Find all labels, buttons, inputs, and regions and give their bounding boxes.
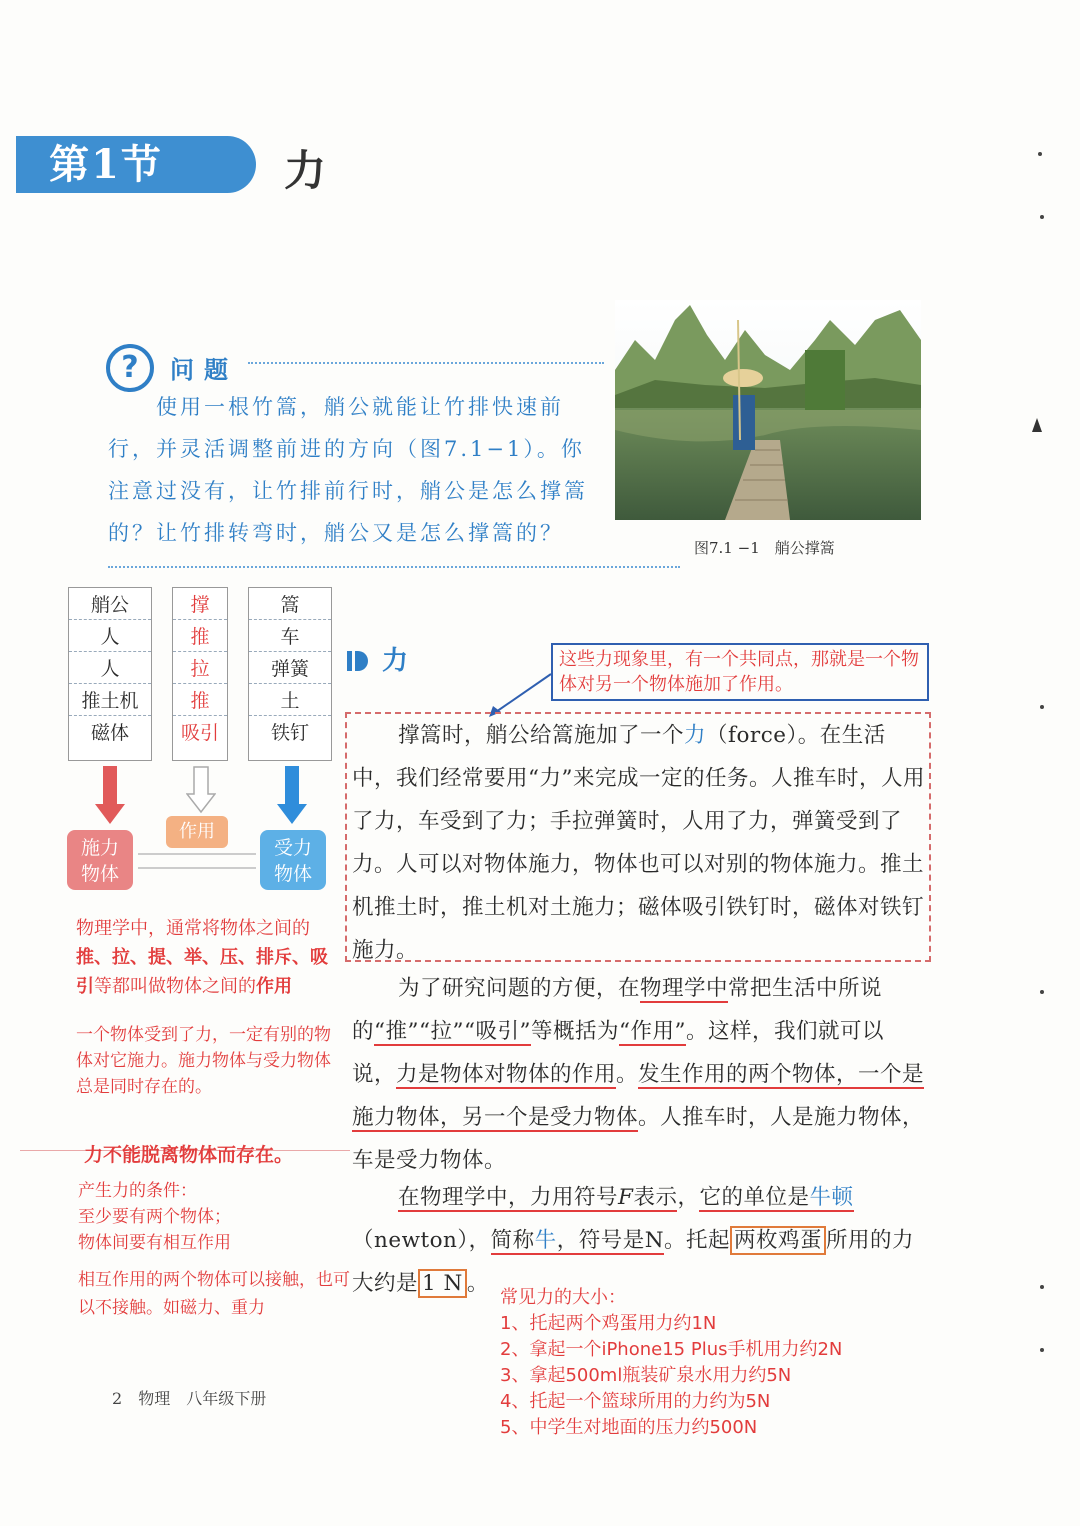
table-cell: 推 — [173, 684, 227, 716]
receiver-label: 受力 物体 — [273, 837, 312, 885]
underlined-text: 它的单位是 — [699, 1185, 810, 1210]
page-number: 2 — [112, 1389, 123, 1408]
list-item: 4、托起一个篮球所用的力约为5N — [500, 1391, 771, 1412]
common-forces-note — [500, 1285, 920, 1441]
underlined-text: 在物理学中，力用符号 — [398, 1185, 619, 1210]
paragraph-1 — [352, 714, 926, 972]
margin-dot — [1040, 215, 1044, 219]
text-run: （newton）， — [352, 1228, 491, 1253]
question-divider — [248, 362, 604, 364]
margin-dot — [1038, 152, 1042, 156]
note-bold: 作用 — [256, 976, 292, 997]
table-cell: 吸引 — [180, 722, 219, 744]
note-text: 物理学中，通常将物体之间的 — [76, 918, 310, 939]
action-box: 作用 — [166, 816, 228, 848]
table-cell: 车 — [249, 620, 331, 652]
question-icon: ? — [106, 344, 154, 392]
figure-caption: 图7.1 −1 艄公撑篙 — [694, 539, 835, 557]
text-run: 。 — [466, 1271, 489, 1296]
note-conditions: 产生力的条件： 至少要有两个物体； 物体间要有相互作用 — [78, 1181, 231, 1253]
note-contact: 相互作用的两个物体可以接触，也可以不接触。如磁力、重力 — [78, 1270, 350, 1318]
section-heading: 力 — [382, 646, 409, 676]
table-cell: 拉 — [173, 652, 227, 684]
receiver-object-box — [260, 830, 326, 890]
text-run: 等概括为 — [530, 1019, 619, 1044]
table-cell: 推土机 — [69, 684, 151, 716]
boxed-text: 1 N — [418, 1269, 467, 1298]
text-run: 所用的力大约是 — [352, 1228, 915, 1296]
table-cell: 铁钉 — [270, 722, 309, 744]
note-coexist: 一个物体受到了力，一定有别的物体对它施力。施力物体与受力物体总是同时存在的。 — [76, 1025, 331, 1097]
list-item: 3、拿起500ml瓶装矿泉水用力约5N — [500, 1365, 792, 1386]
question-heading: 问题 — [170, 356, 238, 384]
underlined-text: ，符号是N — [556, 1228, 665, 1253]
note-bold: 推、拉、提、举、压、排斥、吸引 — [76, 947, 328, 997]
table-cell: 推 — [173, 620, 227, 652]
page-title: 力 — [284, 146, 327, 195]
paragraph-2 — [352, 967, 926, 1182]
table-cell: 人 — [69, 620, 151, 652]
term-niu: 牛 — [534, 1228, 557, 1253]
footer-grade: 八年级下册 — [186, 1389, 267, 1408]
table-cell: 土 — [249, 684, 331, 716]
margin-dot — [1040, 1285, 1044, 1289]
page-footer — [112, 1386, 282, 1409]
table-col-action — [172, 587, 228, 761]
table-cell: 弹簧 — [249, 652, 331, 684]
term-newton: 牛顿 — [809, 1185, 854, 1210]
list-item: 2、拿起一个iPhone15 Plus手机用力约2N — [500, 1339, 843, 1360]
giver-label: 施力 物体 — [80, 837, 119, 885]
common-forces-title: 常见力的大小： — [500, 1287, 626, 1308]
table-col-receiver — [248, 587, 332, 761]
text-run: ， — [677, 1185, 700, 1210]
underlined-text: 力是物体对物体的作用 — [396, 1062, 617, 1087]
text-run: 。这样，我们就可以说， — [352, 1019, 884, 1087]
text-run: 撑篙时，艄公给篙施加了一个 — [398, 723, 685, 748]
arrow-down-blue-icon — [277, 766, 307, 826]
callout-note: 这些力现象里，有一个共同点，那就是一个物体对另一个物体施加了作用。 — [551, 643, 929, 701]
section-label: 第1节 — [49, 141, 163, 188]
underlined-text: “推”“拉”“吸引” — [374, 1019, 531, 1044]
list-item: 1、托起两个鸡蛋用力约1N — [500, 1313, 717, 1334]
margin-dot — [1040, 1348, 1044, 1352]
section-tab — [16, 136, 256, 193]
text-run: 为了研究问题的方便，在 — [398, 976, 641, 1001]
footer-subject: 物理 — [138, 1389, 171, 1408]
table-cell: 磁体 — [90, 722, 129, 744]
table-cell: 艄公 — [69, 588, 151, 620]
section-marker-icon — [347, 650, 369, 672]
giver-object-box — [67, 830, 133, 890]
underlined-text: 物理学中 — [640, 976, 729, 1001]
arrow-down-outline-icon — [186, 766, 216, 814]
action-link-arrow — [138, 853, 256, 869]
boatman-photo — [615, 300, 921, 520]
list-item: 5、中学生对地面的压力约500N — [500, 1417, 758, 1438]
question-bottom-divider — [108, 566, 680, 568]
text-run: 。人推车时，人是施力物体，车是受力物体。 — [352, 1105, 925, 1173]
table-col-giver — [68, 587, 152, 761]
text-run: （force）。在生活中，我们经常要用“力”来完成一定的任务。人推车时，人用了力，车受到了力；手拉弹簧时，人用了力，弹簧受到了力。人可以对物体施力，物体也可以对别的物体施力。推土机推土时，推土机对土施力；磁体吸引铁钉时，磁体对铁钉施力。 — [352, 723, 925, 963]
table-cell: 篙 — [249, 588, 331, 620]
note-key-point: 力不能脱离物体而存在。 — [84, 1144, 294, 1166]
table-cell: 撑 — [173, 588, 227, 620]
margin-mark — [1032, 418, 1042, 432]
margin-dot — [1040, 990, 1044, 994]
boxed-text: 两枚鸡蛋 — [730, 1226, 826, 1255]
table-cell: 人 — [69, 652, 151, 684]
underlined-text: 表示 — [633, 1185, 678, 1210]
note-text: 等都叫做物体之间的 — [94, 976, 256, 997]
underlined-text: 发生作用的两个物体，一个是施力物体，另一个是受力物体 — [352, 1062, 925, 1130]
text-run: 。 — [616, 1062, 639, 1087]
question-text: 使用一根竹篙，艄公就能让竹排快速前行，并灵活调整前进的方向（图7.1−1）。你注意过没有，让竹排前行时，艄公是怎么撑篙的？让竹排转弯时，艄公又是怎么撑篙的？ — [108, 395, 588, 545]
symbol-F: F — [618, 1185, 634, 1210]
term-force: 力 — [684, 723, 707, 748]
margin-dot — [1040, 705, 1044, 709]
note-definition — [76, 914, 344, 1001]
arrow-down-red-icon — [95, 766, 125, 826]
underlined-text: “作用” — [618, 1019, 686, 1044]
text-run: 常把生活中所说的 — [352, 976, 883, 1044]
text-run: 。托起 — [664, 1228, 731, 1253]
underlined-text: 简称 — [490, 1228, 535, 1253]
